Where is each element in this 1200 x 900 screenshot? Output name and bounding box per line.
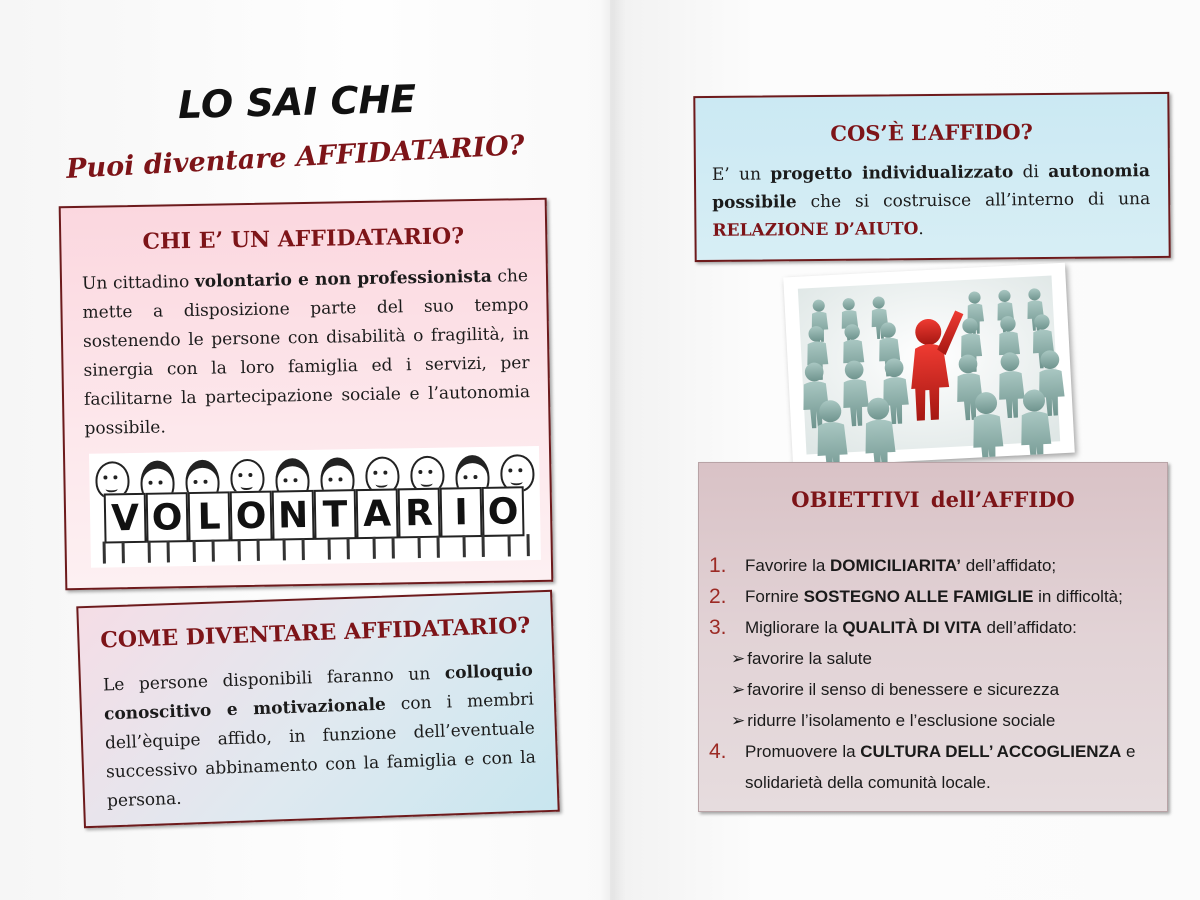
cos-bold-2: autonomia possibile bbox=[712, 161, 1151, 213]
obj-bold: SOSTEGNO ALLE FAMIGLIE bbox=[803, 587, 1034, 606]
obiettivo-number: 1. bbox=[709, 554, 727, 577]
chi-affidatario-heading: CHI E’ UN AFFIDATARIO? bbox=[142, 223, 465, 255]
obiettivo-subitem: ➢ ridurre l’isolamento e l’esclusione sociale bbox=[709, 705, 1167, 736]
leg-shape bbox=[237, 539, 259, 561]
crowd-figures-illustration bbox=[783, 263, 1075, 467]
obj-post: in difficoltà; bbox=[1033, 587, 1123, 606]
obiettivi-heading: OBIETTIVI dell’AFFIDO bbox=[791, 487, 1075, 512]
cos-affido-text bbox=[696, 143, 1169, 245]
leg-shape bbox=[282, 538, 304, 560]
obiettivi-box bbox=[698, 462, 1168, 812]
letter-card: O bbox=[230, 491, 273, 542]
relazione-aiuto: RELAZIONE D’AIUTO bbox=[712, 219, 919, 241]
cos-text-1: E’ un bbox=[711, 164, 771, 185]
obiettivo-number: 2. bbox=[709, 585, 727, 608]
chi-affidatario-text bbox=[62, 248, 549, 444]
leg-shape bbox=[417, 536, 439, 558]
leg-shape bbox=[327, 537, 349, 559]
letter-card: O bbox=[482, 486, 525, 537]
letter-card: I bbox=[440, 487, 483, 538]
cos-text-2: di bbox=[1013, 161, 1049, 183]
leg-shape bbox=[102, 541, 124, 563]
letter-card: A bbox=[356, 488, 399, 539]
obj-post: dell’affidato; bbox=[960, 556, 1057, 575]
volontario-letters bbox=[104, 486, 525, 541]
letter-card: R bbox=[398, 488, 441, 539]
obj-post: dell’affidato: bbox=[981, 618, 1077, 637]
obj-pre: Fornire bbox=[745, 587, 804, 606]
cos-affido-heading: COS’È L’AFFIDO? bbox=[830, 119, 1034, 146]
obj-pre: Promuovere la bbox=[745, 742, 861, 761]
obiettivi-list bbox=[699, 512, 1167, 798]
obj-post: e bbox=[1121, 742, 1136, 761]
chi-text-1: Un cittadino bbox=[81, 271, 196, 294]
crowd-photo bbox=[783, 263, 1075, 467]
obj-bold: QUALITÀ DI VITA bbox=[842, 618, 982, 637]
subtitle: Puoi diventare AFFIDATARIO? bbox=[65, 130, 526, 185]
obj-pre: Favorire la bbox=[745, 556, 831, 575]
leg-shape bbox=[147, 540, 169, 562]
come-text-2: con i membri dell’èquipe affido, in funzione dell’eventuale successivo abbinamento con la famiglia e con la persona. bbox=[104, 689, 537, 812]
come-text-1: Le persone disponibili faranno un bbox=[102, 663, 446, 696]
letter-card: L bbox=[188, 491, 231, 542]
obj-bold: DOMICILIARITA’ bbox=[830, 556, 961, 575]
page-fold bbox=[600, 0, 626, 900]
cos-text-3: che si costruisce all’interno di una bbox=[796, 189, 1151, 213]
letter-card: V bbox=[104, 493, 147, 544]
chi-affidatario-box bbox=[59, 198, 554, 590]
obiettivo-number: 4. bbox=[709, 740, 727, 763]
obiettivo-item bbox=[709, 736, 1167, 798]
cos-affido-box bbox=[693, 92, 1170, 262]
letter-card: O bbox=[146, 492, 189, 543]
obj-continuation: solidarietà della comunità locale. bbox=[745, 773, 991, 792]
obiettivo-subitem: ➢ favorire la salute bbox=[709, 643, 1167, 674]
main-title: LO SAI CHE bbox=[177, 76, 417, 128]
leg-shape bbox=[372, 536, 394, 558]
leg-shape bbox=[192, 540, 214, 562]
obiettivo-subitem: ➢ favorire il senso di benessere e sicurezza bbox=[709, 674, 1167, 705]
obiettivo-item bbox=[709, 612, 1167, 643]
obj-bold: CULTURA DELL’ ACCOGLIENZA bbox=[860, 742, 1122, 761]
cos-text-4: . bbox=[918, 219, 924, 240]
obiettivo-number: 3. bbox=[709, 616, 727, 639]
chi-bold-1: volontario e non professionista bbox=[194, 266, 492, 292]
come-diventare-box bbox=[76, 590, 559, 828]
come-diventare-text bbox=[80, 638, 557, 817]
volontario-illustration bbox=[89, 446, 541, 568]
leg-shape bbox=[462, 535, 484, 557]
leg-shape bbox=[507, 534, 529, 556]
obiettivo-item bbox=[709, 581, 1167, 612]
come-bold-1: colloquio conoscitivo e motivazionale bbox=[103, 660, 534, 725]
letter-card: T bbox=[314, 489, 357, 540]
chi-text-2: che mette a disposizione parte del suo tempo sostenendo le persone con disabilità o fragilità, in sinergia con la loro famiglia ed i servizi, per facilitarne la partecipazione sociale e l’autonomia possibile. bbox=[82, 266, 531, 439]
cos-bold-1: progetto individualizzato bbox=[770, 162, 1014, 185]
come-diventare-heading: COME DIVENTARE AFFIDATARIO? bbox=[99, 612, 531, 654]
letter-card: N bbox=[272, 490, 315, 541]
obj-pre: Migliorare la bbox=[745, 618, 843, 637]
obiettivo-item bbox=[709, 550, 1167, 581]
